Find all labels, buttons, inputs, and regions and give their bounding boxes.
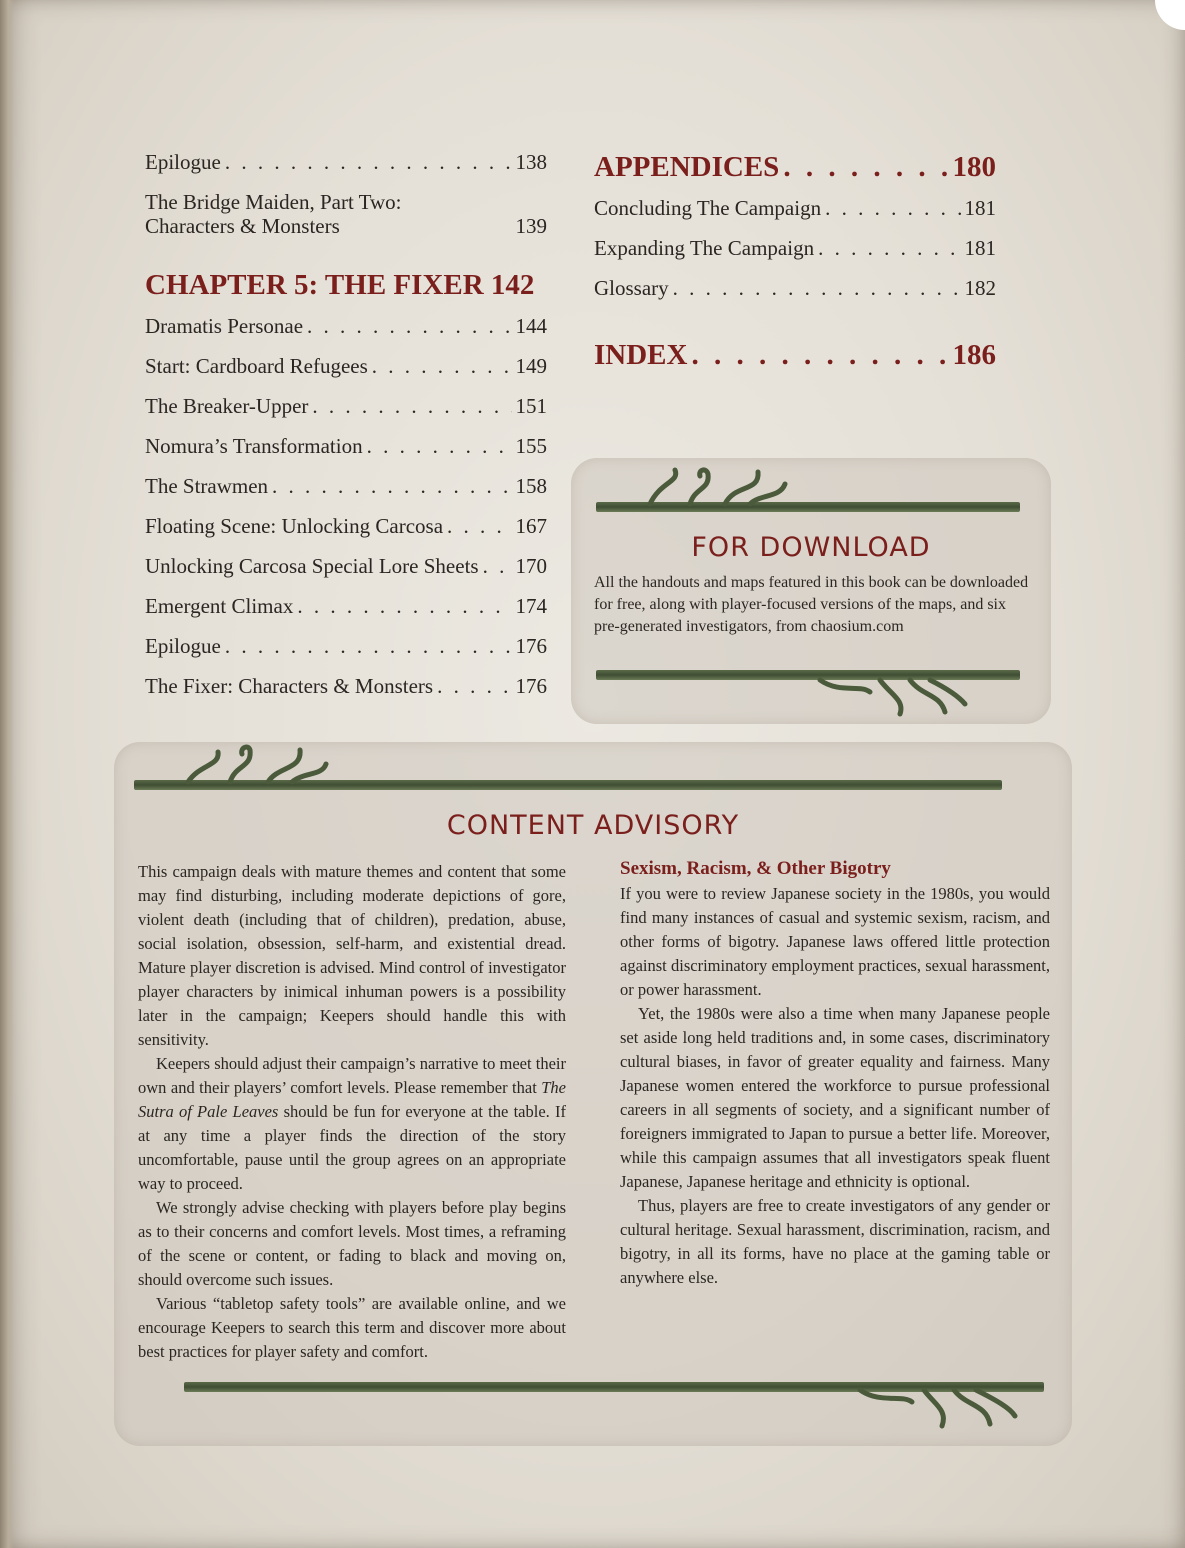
toc-entry-page: 176 xyxy=(515,634,547,658)
advisory-right-column xyxy=(620,856,1050,1290)
toc-entry-page: 149 xyxy=(515,354,547,378)
advisory-subheading: Sexism, Racism, & Other Bigotry xyxy=(620,858,891,879)
advisory-paragraph: We strongly advise checking with players before play begins as to their concerns and comfort levels. Most times, a reframing of the scene or content, or fading to black and moving on, should overcome such issues. xyxy=(138,1198,566,1289)
toc-entry-title: Emergent Climax xyxy=(145,594,294,618)
dot-leader xyxy=(225,634,512,658)
appendices-heading[interactable] xyxy=(594,150,996,196)
toc-entry[interactable] xyxy=(145,674,547,714)
tentacle-ornament-icon xyxy=(180,742,330,788)
toc-entry-title: Unlocking Carcosa Special Lore Sheets xyxy=(145,554,479,578)
book-title: The Sutra of Pale Leaves xyxy=(138,1078,566,1121)
toc-entry-title: Expanding The Campaign xyxy=(594,236,815,260)
advisory-title: CONTENT ADVISORY xyxy=(446,810,740,841)
dot-leader xyxy=(312,394,511,418)
advisory-text: Keepers should adjust their campaign’s narrative to meet their own and their players’ comfort levels. Please remember that xyxy=(138,1054,566,1097)
toc-entry-title-line1: The Bridge Maiden, Part Two: xyxy=(145,190,402,214)
toc-entry-title: Epilogue xyxy=(145,634,221,658)
advisory-text: should be fun for everyone at the table. If at any time a player finds the direction of the story uncomfortable, pause until the group agrees on an appropriate way to proceed. xyxy=(138,1102,566,1193)
toc-entry-page: 170 xyxy=(515,554,547,578)
toc-entry-page: 176 xyxy=(515,674,547,698)
toc-right-column xyxy=(594,150,996,384)
tentacle-ornament-icon xyxy=(850,1386,1020,1432)
toc-entry-page: 151 xyxy=(515,394,547,418)
dot-leader xyxy=(818,236,960,260)
toc-entry-page: 139 xyxy=(515,214,547,238)
dot-leader xyxy=(367,434,512,458)
advisory-paragraph: If you were to review Japanese society in the 1980s, you would find many instances of casual and systemic sexism, racism, and other forms of bigotry. Japanese laws offered little protection against discriminatory employment practices, sexual harassment, or power harassment. xyxy=(620,884,1050,999)
toc-entry[interactable] xyxy=(145,354,547,394)
toc-entry[interactable] xyxy=(145,394,547,434)
toc-entry[interactable] xyxy=(145,474,547,514)
page-edge xyxy=(0,0,14,1548)
dot-leader xyxy=(447,514,511,538)
index-page: 186 xyxy=(952,339,996,371)
dot-leader xyxy=(483,554,512,578)
toc-entry-title-line2: Characters & Monsters xyxy=(145,214,340,238)
dot-leader xyxy=(297,594,511,618)
toc-entry[interactable] xyxy=(145,190,547,254)
toc-entry[interactable] xyxy=(145,314,547,354)
toc-entry-page: 174 xyxy=(515,594,547,618)
dot-leader xyxy=(673,276,961,300)
advisory-paragraph xyxy=(138,1052,566,1196)
advisory-paragraph: Thus, players are free to create investigators of any gender or cultural heritage. Sexual harassment, discrimination, racism, and bigotry, in all its forms, have no place at the gaming table or anywhere else. xyxy=(620,1196,1050,1287)
advisory-paragraph: Yet, the 1980s were also a time when many Japanese people set aside long held traditions and, in some cases, discriminatory cultural biases, in favor of greater equality and fairness. Many Japanese women entered the workforce to pursue professional careers in all segments of society, and a significant number of foreigners immigrated to Japan to pursue a better life. Moreover, while this campaign assumes that all investigators speak fluent Japanese, Japanese heritage and ethnicity is optional. xyxy=(620,1004,1050,1191)
toc-entry-title: Concluding The Campaign xyxy=(594,196,822,220)
toc-entry-page: 182 xyxy=(964,276,996,300)
download-text: All the handouts and maps featured in this book can be downloaded for free, along with player-focused versions of the maps, and six pre-generated investigators, from chaosium.com xyxy=(594,574,1029,635)
toc-entry-page: 181 xyxy=(964,196,996,220)
toc-entry-title: The Fixer: Characters & Monsters xyxy=(145,674,434,698)
toc-entry[interactable] xyxy=(594,196,996,236)
tentacle-ornament-icon xyxy=(640,462,790,510)
advisory-paragraph: This campaign deals with mature themes and content that some may find disturbing, including moderate depictions of gore, violent death (including that of children), predation, abuse, social isolation, obsession, self-harm, and existential dread. Mature player discretion is advised. Mind control of investigator player characters by inimical inhuman powers is a possibility later in the campaign; Keepers should handle this with sensitivity. xyxy=(138,862,566,1049)
advisory-paragraph: Various “tabletop safety tools” are available online, and we encourage Keepers to search this term and discover more about best practices for player safety and comfort. xyxy=(138,1294,566,1361)
advisory-left-column xyxy=(138,860,566,1364)
toc-entry-title: Floating Scene: Unlocking Carcosa xyxy=(145,514,444,538)
dot-leader xyxy=(372,354,512,378)
toc-left-column xyxy=(145,150,547,714)
dot-leader xyxy=(272,474,511,498)
dot-leader xyxy=(225,150,512,174)
toc-entry[interactable] xyxy=(594,236,996,276)
index-title: INDEX xyxy=(594,339,688,371)
appendices-page: 180 xyxy=(952,151,996,183)
toc-entry-title: Glossary xyxy=(594,276,669,300)
toc-entry[interactable] xyxy=(145,634,547,674)
dot-leader xyxy=(307,314,511,338)
index-heading[interactable] xyxy=(594,338,996,384)
dot-leader xyxy=(825,196,960,220)
toc-entry[interactable] xyxy=(145,514,547,554)
toc-entry-title: Epilogue xyxy=(145,150,221,174)
toc-entry-title: Dramatis Personae xyxy=(145,314,304,338)
toc-entry-page: 158 xyxy=(515,474,547,498)
tentacle-ornament-icon xyxy=(810,674,970,722)
toc-entry-title: The Strawmen xyxy=(145,474,269,498)
toc-entry-title: The Breaker-Upper xyxy=(145,394,309,418)
toc-entry-page: 144 xyxy=(515,314,547,338)
chapter-heading[interactable]: CHAPTER 5: THE FIXER 142 xyxy=(145,269,535,301)
download-title: FOR DOWNLOAD xyxy=(691,532,931,563)
toc-entry-page: 155 xyxy=(515,434,547,458)
dot-leader xyxy=(437,674,511,698)
toc-entry-page: 138 xyxy=(515,150,547,174)
dot-leader xyxy=(691,338,948,372)
toc-entry-title: Nomura’s Transformation xyxy=(145,434,363,458)
toc-entry[interactable] xyxy=(145,434,547,474)
toc-entry[interactable] xyxy=(594,276,996,316)
toc-entry-page: 181 xyxy=(964,236,996,260)
appendices-title: APPENDICES xyxy=(594,151,780,183)
dot-leader xyxy=(783,150,948,184)
toc-entry[interactable] xyxy=(145,594,547,634)
toc-entry-title: Start: Cardboard Refugees xyxy=(145,354,368,378)
page-corner xyxy=(1155,0,1185,30)
toc-entry[interactable] xyxy=(145,554,547,594)
toc-entry[interactable] xyxy=(145,150,547,190)
toc-entry-page: 167 xyxy=(515,514,547,538)
